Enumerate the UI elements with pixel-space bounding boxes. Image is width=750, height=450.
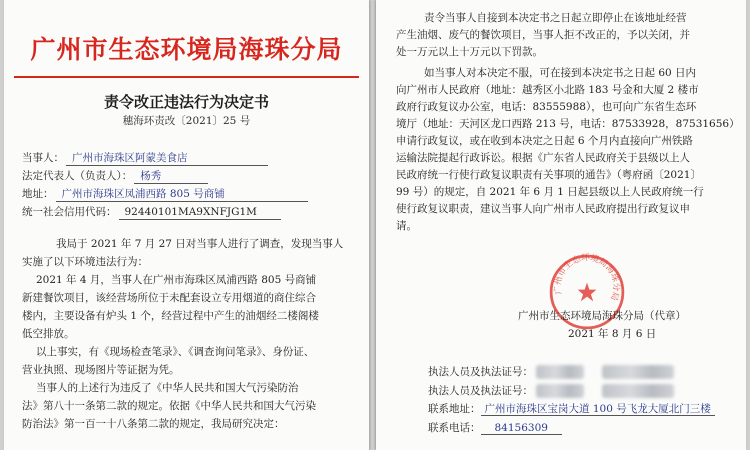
body-line: 申请行政复议，或在收到本决定之日起 6 个月内直接向广州铁路: [396, 135, 693, 147]
document-number: 穗海环责改〔2021〕25 号: [122, 115, 251, 127]
document-title: 责令改正违法行为决定书: [103, 93, 269, 111]
body-line: 营业执照、现场图片等证据为凭。: [22, 364, 180, 376]
credit-code-field: [22, 204, 281, 220]
redacted-block: [536, 365, 584, 379]
red-divider-line: [14, 76, 359, 78]
body-line: 产生油烟、废气的餐饮项目，当事人拒不改正的，予以关闭，并: [396, 29, 690, 41]
officer-row-2: [428, 383, 674, 398]
document-page-left: [4, 0, 369, 450]
body-line: 如当事人对本决定不服，可在接到本决定书之日起 60 日内: [424, 67, 697, 79]
contact-phone-row: [428, 420, 562, 435]
body-line: 运输法院提起行政诉讼。根据《广东省人民政府关于县级以上人: [396, 152, 690, 164]
redacted-block: [602, 384, 674, 398]
representative-label: 法定代表人（负责人）：: [22, 170, 133, 182]
signature-date: 2021 年 8 月 6 日: [568, 328, 657, 340]
body-line: 处一万元以上十万元以下罚款。: [396, 46, 543, 58]
redacted-block: [602, 365, 674, 379]
redacted-block: [536, 384, 584, 398]
body-line: 99 号）的规定，自 2021 年 6 月 1 日起县级以上人民政府统一行: [396, 186, 704, 198]
credit-code-label: 统一社会信用代码：: [22, 206, 117, 218]
body-line: 使行政复议职责，建议当事人向广州市人民政府提出行政复议申: [396, 203, 690, 215]
body-line: 当事人的上述行为违反了《中华人民共和国大气污染防治: [36, 382, 299, 394]
party-label: 当事人：: [22, 152, 64, 164]
party-field: [22, 150, 268, 166]
body-line: 政府行政复议办公室，电话：83555988），也可向广东省生态环: [396, 101, 697, 113]
credit-code-value: 92440101MA9XNFJG1M: [119, 206, 281, 220]
body-line: 境厅（地址：天河区龙口西路 213 号，电话：87533928，87531656）: [396, 118, 740, 130]
officer-label: 执法人员及执法证号：: [428, 366, 533, 378]
body-line: 新建餐饮项目，该经营场所位于未配套设立专用烟道的商住综合: [22, 292, 316, 304]
body-line: 楼内，主要设备有炉头 1 个，经营过程中产生的油烟经二楼阁楼: [22, 310, 319, 322]
officer-label: 执法人员及执法证号：: [428, 385, 533, 397]
body-line: 防治法》第一百一十八条第二款的规定，我局研究决定：: [22, 418, 285, 430]
officer-row-1: [428, 364, 674, 379]
contact-address-label: 联系地址：: [428, 403, 481, 415]
agency-header-title: 广州市生态环境局海珠分局: [30, 35, 343, 64]
signature-agency: 广州市生态环境局海珠分局（代章）: [518, 310, 686, 322]
party-value: 广州市海珠区阿蒙美食店: [66, 152, 268, 166]
body-line: 实施了以下环境违法行为：: [22, 256, 148, 268]
contact-address-row: [428, 401, 715, 416]
body-line: 低空排放。: [22, 328, 75, 340]
address-field: [22, 186, 308, 202]
representative-value: 杨秀: [134, 170, 208, 184]
contact-phone-value: 84156309: [481, 422, 562, 435]
body-line: 民政府统一行使行政复议职责有关事项的通告》（粤府函〔2021〕: [396, 169, 701, 181]
body-line: 2021 年 4 月，当事人在广州市海珠区凤浦西路 805 号商铺: [36, 274, 317, 286]
body-line: 向广州市人民政府（地址：越秀区小北路 183 号金和大厦 2 楼市: [396, 84, 699, 96]
contact-address-value: 广州市海珠区宝岗大道 100 号飞龙大厦北门三楼: [481, 403, 715, 416]
body-line: 我局于 2021 年 7 月 27 日对当事人进行了调查，发现当事人: [56, 238, 344, 250]
address-label: 地址：: [22, 188, 54, 200]
body-line: 法》第八十一条第二款的规定。依据《中华人民共和国大气污染: [22, 400, 316, 412]
address-value: 广州市海珠区凤浦西路 805 号商铺: [56, 188, 308, 202]
seal-star-icon: [578, 283, 597, 302]
seal-text: 广州市生态环境局海珠分局: [553, 253, 621, 302]
contact-phone-label: 联系电话：: [428, 422, 481, 434]
representative-field: [22, 168, 208, 184]
body-line: 责令当事人自接到本决定书之日起立即停止在该地址经营: [424, 12, 687, 24]
body-line: 以上事实，有《现场检查笔录》、《调查询问笔录》、身份证、: [36, 346, 315, 358]
body-line: 请。: [396, 220, 417, 232]
